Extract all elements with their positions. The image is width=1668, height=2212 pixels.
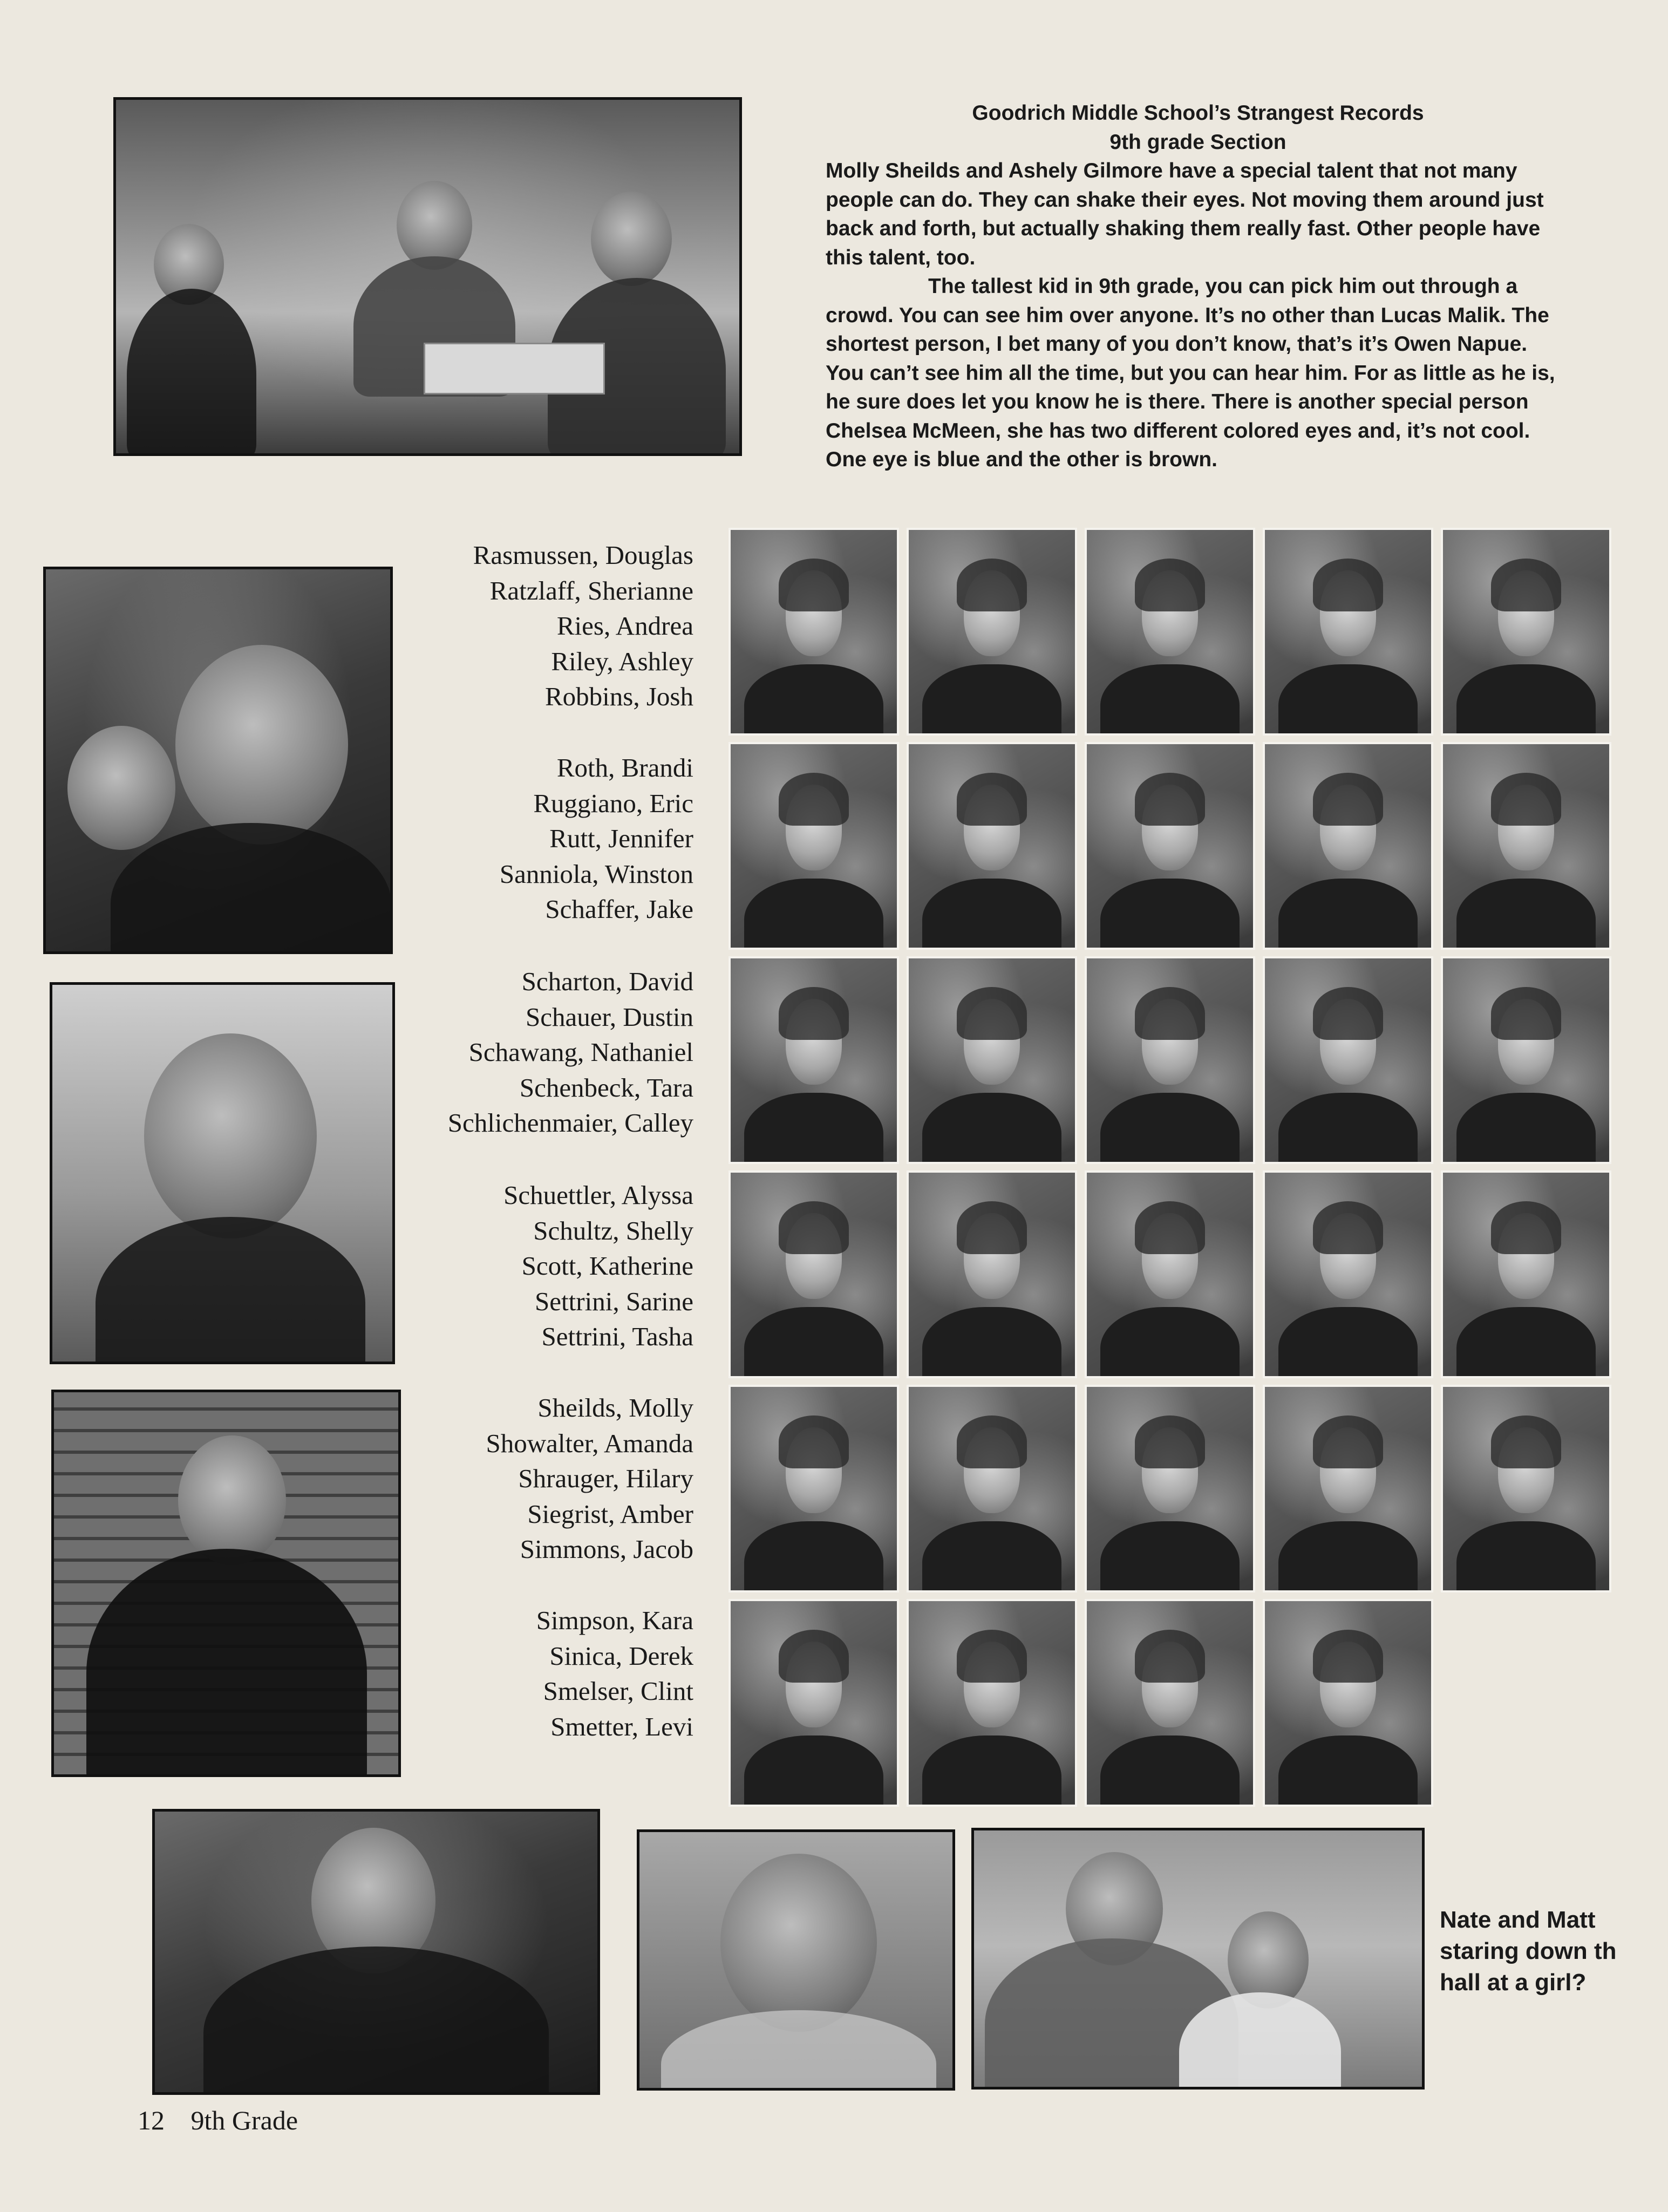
portrait-schauer-dustin xyxy=(907,956,1077,1164)
roster-name: Schenbeck, Tara xyxy=(519,1072,693,1102)
portrait-riley-ashley xyxy=(1263,528,1433,736)
portrait-schuettler-alyssa xyxy=(729,1170,899,1378)
roster-name: Simmons, Jacob xyxy=(520,1534,693,1564)
portrait-simpson-kara xyxy=(729,1599,899,1807)
portrait-showalter-amanda xyxy=(907,1385,1077,1592)
candid-photo-student-closeup xyxy=(637,1829,955,2091)
roster-name: Sanniola, Winston xyxy=(499,859,693,889)
candid-photo-classroom-table xyxy=(113,97,742,456)
portrait-siegrist-amber xyxy=(1263,1385,1433,1592)
portrait-schlichenmaier-calley xyxy=(1441,956,1611,1164)
portrait-schenbeck-tara xyxy=(1263,956,1433,1164)
roster-group-4 xyxy=(399,1178,693,1355)
roster-name: Simpson, Kara xyxy=(536,1605,693,1635)
candid-photo-laughing-student xyxy=(50,982,395,1364)
roster-name: Schauer, Dustin xyxy=(525,1002,693,1032)
portrait-scharton-david xyxy=(729,956,899,1164)
portrait-sinica-derek xyxy=(907,1599,1077,1807)
candid-photo-student-brick-wall xyxy=(51,1390,401,1777)
roster-name: Ries, Andrea xyxy=(556,611,693,641)
portrait-ratzlaff-sherianne xyxy=(907,528,1077,736)
roster-name: Schuettler, Alyssa xyxy=(503,1180,693,1210)
candid-photo-smiling-student-glasses xyxy=(152,1809,600,2095)
candid-photo-two-friends xyxy=(43,567,393,954)
portrait-smetter-levi xyxy=(1263,1599,1433,1807)
strangest-records-story xyxy=(826,99,1570,474)
roster-name: Schlichenmaier, Calley xyxy=(447,1108,693,1138)
roster-name: Rutt, Jennifer xyxy=(549,823,693,853)
portrait-rasmussen-douglas xyxy=(729,528,899,736)
roster-name: Robbins, Josh xyxy=(544,682,693,711)
story-paragraph-eye-shaking: Molly Sheilds and Ashely Gilmore have a special talent that not many people can do. They can shake their eyes. Not moving them around just back and forth, but actually shaking them really fast. Other people have this talent, too. xyxy=(826,159,1544,269)
roster-name: Schawang, Nathaniel xyxy=(468,1037,693,1067)
roster-name: Rasmussen, Douglas xyxy=(473,540,693,570)
portrait-ruggiano-eric xyxy=(907,742,1077,950)
roster-name: Sheilds, Molly xyxy=(537,1393,693,1423)
roster-group-1 xyxy=(399,537,693,714)
portrait-settrini-sarine xyxy=(1263,1170,1433,1378)
roster-name: Smelser, Clint xyxy=(543,1676,693,1706)
portrait-roth-brandi xyxy=(729,742,899,950)
roster-name: Showalter, Amanda xyxy=(486,1428,693,1458)
portrait-simmons-jacob xyxy=(1441,1385,1611,1592)
roster-group-2 xyxy=(399,750,693,927)
portrait-settrini-tasha xyxy=(1441,1170,1611,1378)
roster-name: Ruggiano, Eric xyxy=(533,788,693,818)
portrait-sheilds-molly xyxy=(729,1385,899,1592)
roster-name: Settrini, Tasha xyxy=(541,1322,693,1351)
portrait-robbins-josh xyxy=(1441,528,1611,736)
portrait-schawang-nathaniel xyxy=(1085,956,1255,1164)
roster-name: Scott, Katherine xyxy=(521,1251,693,1281)
roster-name: Riley, Ashley xyxy=(551,646,693,676)
portrait-ries-andrea xyxy=(1085,528,1255,736)
roster-name: Schultz, Shelly xyxy=(533,1215,693,1245)
portrait-shrauger-hilary xyxy=(1085,1385,1255,1592)
portrait-rutt-jennifer xyxy=(1085,742,1255,950)
roster-name: Smetter, Levi xyxy=(550,1711,693,1741)
portrait-smelser-clint xyxy=(1085,1599,1255,1807)
candid-photo-nate-and-matt-hallway xyxy=(971,1828,1425,2090)
story-title: Goodrich Middle School’s Strangest Records xyxy=(972,101,1424,125)
roster-group-5 xyxy=(399,1390,693,1567)
roster-name: Settrini, Sarine xyxy=(535,1286,693,1316)
photo-caption xyxy=(1440,1904,1661,1998)
roster-name: Shrauger, Hilary xyxy=(518,1464,693,1493)
section-label: 9th Grade xyxy=(190,2105,298,2135)
portrait-grid xyxy=(729,528,1619,1807)
portrait-schaffer-jake xyxy=(1441,742,1611,950)
portrait-schultz-shelly xyxy=(907,1170,1077,1378)
roster-group-6 xyxy=(399,1603,693,1744)
roster-group-3 xyxy=(399,964,693,1141)
roster-name: Sinica, Derek xyxy=(549,1641,693,1671)
portrait-scott-katherine xyxy=(1085,1170,1255,1378)
page-number: 12 xyxy=(138,2105,165,2135)
roster-name: Roth, Brandi xyxy=(556,753,693,782)
story-subtitle: 9th grade Section xyxy=(1109,130,1286,154)
photo-caption-line: hall at a girl? xyxy=(1440,1969,1587,1996)
roster-name: Ratzlaff, Sherianne xyxy=(489,575,693,605)
roster-name: Scharton, David xyxy=(521,967,693,996)
roster-name: Schaffer, Jake xyxy=(545,894,693,924)
photo-caption-line: staring down th xyxy=(1440,1938,1617,1964)
page-footer xyxy=(138,2105,298,2136)
photo-caption-line: Nate and Matt xyxy=(1440,1907,1596,1933)
story-paragraph-tallest-shortest: The tallest kid in 9th grade, you can pick him out through a crowd. You can see him over anyone. It’s no other than Lucas Malik. The shortest person, I bet many of you don’t know, that’s it’s Owen Napue. You can’t see him all the time, but you can hear him. For as little as he is, he sure does let you know he is there. There is another special person Chelsea McMeen, she has two different colored eyes and, it’s not cool. One eye is blue and the other is brown. xyxy=(826,275,1555,471)
portrait-sanniola-winston xyxy=(1263,742,1433,950)
roster-name: Siegrist, Amber xyxy=(527,1499,693,1529)
